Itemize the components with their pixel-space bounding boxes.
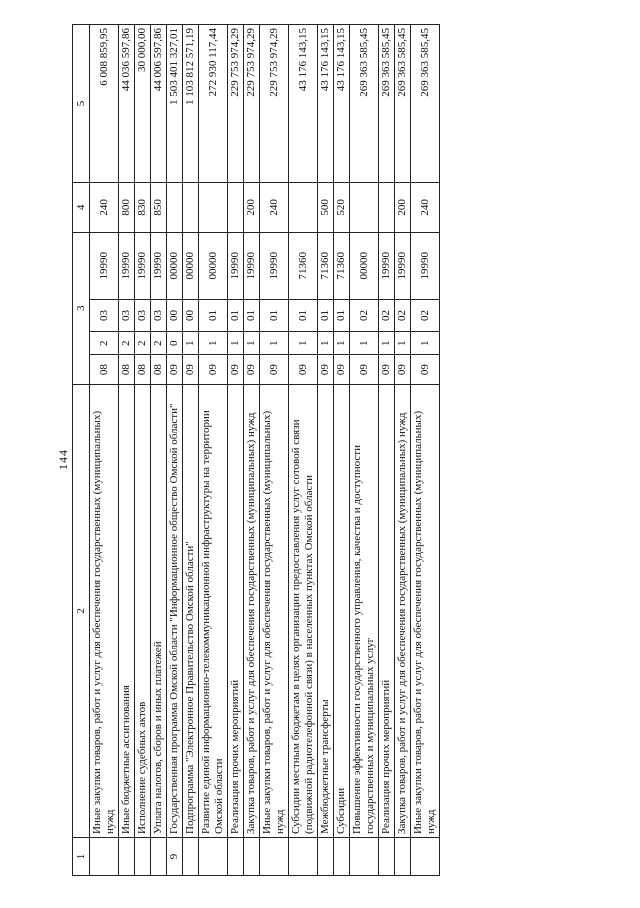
code-program: 09 (228, 355, 244, 384)
header-col-4: 4 (73, 182, 90, 232)
expense-type (289, 182, 318, 232)
row-number: 9 (167, 837, 183, 875)
row-description: Закупка товаров, работ и услуг для обеспечения государственных (муниципальных) нужд (395, 384, 411, 837)
row-description: Иные закупки товаров, работ и услуг для обеспечения государственных (муниципальных) нужд (260, 384, 289, 837)
table-row (183, 25, 199, 876)
table-row (318, 25, 334, 876)
code-subprogram: 2 (119, 332, 135, 355)
amount: 30 000,00 (135, 25, 151, 183)
code-direction: 19990 (119, 232, 135, 299)
expense-type (199, 182, 228, 232)
expense-type: 850 (151, 182, 167, 232)
code-activity: 03 (119, 299, 135, 331)
expense-type (183, 182, 199, 232)
code-direction: 19990 (135, 232, 151, 299)
amount: 229 753 974,29 (244, 25, 260, 183)
code-activity: 02 (411, 299, 440, 331)
code-activity: 02 (379, 299, 395, 331)
table-row (199, 25, 228, 876)
row-number (379, 837, 395, 875)
code-activity: 03 (135, 299, 151, 331)
code-subprogram: 1 (411, 332, 440, 355)
table-row (350, 25, 379, 876)
table-row (395, 25, 411, 876)
expense-type: 500 (318, 182, 334, 232)
amount: 43 176 143,15 (318, 25, 334, 183)
code-program: 09 (183, 355, 199, 384)
expense-type: 520 (334, 182, 350, 232)
row-number (228, 837, 244, 875)
code-subprogram: 1 (228, 332, 244, 355)
code-direction: 00000 (183, 232, 199, 299)
code-direction: 00000 (167, 232, 183, 299)
table-row (135, 25, 151, 876)
code-subprogram: 2 (135, 332, 151, 355)
header-col-1: 1 (73, 837, 90, 875)
expense-type: 240 (260, 182, 289, 232)
code-direction: 19990 (90, 232, 119, 299)
code-subprogram: 1 (395, 332, 411, 355)
table-row (379, 25, 395, 876)
expense-type: 830 (135, 182, 151, 232)
table-row (411, 25, 440, 876)
code-program: 09 (199, 355, 228, 384)
row-number (119, 837, 135, 875)
amount: 269 363 585,45 (379, 25, 395, 183)
budget-table (72, 24, 440, 876)
row-number (183, 837, 199, 875)
table-row (90, 25, 119, 876)
code-subprogram: 1 (379, 332, 395, 355)
expense-type: 240 (90, 182, 119, 232)
table-row (167, 25, 183, 876)
expense-type (167, 182, 183, 232)
row-number (289, 837, 318, 875)
code-activity: 01 (228, 299, 244, 331)
code-direction: 71360 (334, 232, 350, 299)
code-activity: 02 (395, 299, 411, 331)
row-description: Субсидии местным бюджетам в целях организации предоставления услуг сотовой связи (подвижной радиотелефонной связи) в населенных пунктах Омской области (289, 384, 318, 837)
table-row (228, 25, 244, 876)
amount: 44 006 597,86 (151, 25, 167, 183)
code-program: 09 (379, 355, 395, 384)
table-row (334, 25, 350, 876)
code-subprogram: 0 (167, 332, 183, 355)
row-description: Повышение эффективности государственного управления, качества и доступности государственных и муниципальных услуг (350, 384, 379, 837)
code-direction: 00000 (199, 232, 228, 299)
row-number (199, 837, 228, 875)
amount: 44 036 597,86 (119, 25, 135, 183)
table-row (119, 25, 135, 876)
row-description: Уплата налогов, сборов и иных платежей (151, 384, 167, 837)
amount: 269 363 585,45 (350, 25, 379, 183)
code-program: 08 (90, 355, 119, 384)
table-body (90, 25, 440, 876)
expense-type: 800 (119, 182, 135, 232)
table-row (260, 25, 289, 876)
code-program: 09 (289, 355, 318, 384)
code-program: 08 (151, 355, 167, 384)
row-number (411, 837, 440, 875)
row-description: Межбюджетные трансферты (318, 384, 334, 837)
code-program: 09 (167, 355, 183, 384)
code-direction: 19990 (244, 232, 260, 299)
amount: 229 753 974,29 (228, 25, 244, 183)
row-number (151, 837, 167, 875)
code-activity: 01 (260, 299, 289, 331)
row-description: Иные закупки товаров, работ и услуг для обеспечения государственных (муниципальных) нужд (411, 384, 440, 837)
expense-type: 200 (244, 182, 260, 232)
code-activity: 01 (334, 299, 350, 331)
table-row (244, 25, 260, 876)
row-number (135, 837, 151, 875)
header-col-5: 5 (73, 25, 90, 183)
row-description: Государственная программа Омской области "Информационное общество Омской области" (167, 384, 183, 837)
code-direction: 19990 (395, 232, 411, 299)
code-direction: 19990 (260, 232, 289, 299)
code-subprogram: 1 (244, 332, 260, 355)
code-program: 08 (119, 355, 135, 384)
row-number (334, 837, 350, 875)
row-description: Подпрограмма "Электронное Правительство Омской области" (183, 384, 199, 837)
row-description: Реализация прочих мероприятий (228, 384, 244, 837)
code-program: 09 (411, 355, 440, 384)
code-subprogram: 2 (90, 332, 119, 355)
row-description: Иные бюджетные ассигнования (119, 384, 135, 837)
code-direction: 00000 (350, 232, 379, 299)
code-direction: 19990 (379, 232, 395, 299)
code-activity: 00 (183, 299, 199, 331)
code-activity: 03 (151, 299, 167, 331)
header-col-2: 2 (73, 384, 90, 837)
row-number (395, 837, 411, 875)
table-row (151, 25, 167, 876)
amount: 269 363 585,45 (395, 25, 411, 183)
row-description: Закупка товаров, работ и услуг для обеспечения государственных (муниципальных) нужд (244, 384, 260, 837)
code-program: 09 (318, 355, 334, 384)
expense-type (379, 182, 395, 232)
row-description: Реализация прочих мероприятий (379, 384, 395, 837)
row-number (90, 837, 119, 875)
code-activity: 01 (289, 299, 318, 331)
row-description: Иные закупки товаров, работ и услуг для обеспечения государственных (муниципальных) нужд (90, 384, 119, 837)
header-row (73, 25, 90, 876)
code-subprogram: 1 (199, 332, 228, 355)
expense-type: 200 (395, 182, 411, 232)
code-subprogram: 2 (151, 332, 167, 355)
code-program: 08 (135, 355, 151, 384)
code-activity: 02 (350, 299, 379, 331)
code-subprogram: 1 (289, 332, 318, 355)
header-col-3: 3 (73, 232, 90, 384)
code-program: 09 (395, 355, 411, 384)
code-direction: 71360 (289, 232, 318, 299)
amount: 1 503 401 327,01 (167, 25, 183, 183)
code-subprogram: 1 (334, 332, 350, 355)
code-subprogram: 1 (350, 332, 379, 355)
table-row (289, 25, 318, 876)
row-number (244, 837, 260, 875)
row-number (260, 837, 289, 875)
row-description: Развитие единой информационно-телекоммуникационной инфраструктуры на территории Омской области (199, 384, 228, 837)
code-activity: 01 (244, 299, 260, 331)
amount: 229 753 974,29 (260, 25, 289, 183)
amount: 1 103 812 571,19 (183, 25, 199, 183)
amount: 269 363 585,45 (411, 25, 440, 183)
amount: 6 008 859,95 (90, 25, 119, 183)
page-number: 144 (56, 449, 70, 470)
code-activity: 00 (167, 299, 183, 331)
row-description: Исполнение судебных актов (135, 384, 151, 837)
amount: 272 930 117,44 (199, 25, 228, 183)
row-number (318, 837, 334, 875)
code-direction: 71360 (318, 232, 334, 299)
code-subprogram: 1 (318, 332, 334, 355)
code-activity: 03 (90, 299, 119, 331)
expense-type (228, 182, 244, 232)
code-program: 09 (350, 355, 379, 384)
code-activity: 01 (318, 299, 334, 331)
code-subprogram: 1 (260, 332, 289, 355)
code-activity: 01 (199, 299, 228, 331)
code-direction: 19990 (411, 232, 440, 299)
code-program: 09 (244, 355, 260, 384)
row-number (350, 837, 379, 875)
code-direction: 19990 (228, 232, 244, 299)
code-direction: 19990 (151, 232, 167, 299)
code-subprogram: 1 (183, 332, 199, 355)
amount: 43 176 143,15 (289, 25, 318, 183)
row-description: Субсидии (334, 384, 350, 837)
expense-type: 240 (411, 182, 440, 232)
amount: 43 176 143,15 (334, 25, 350, 183)
expense-type (350, 182, 379, 232)
code-program: 09 (260, 355, 289, 384)
code-program: 09 (334, 355, 350, 384)
